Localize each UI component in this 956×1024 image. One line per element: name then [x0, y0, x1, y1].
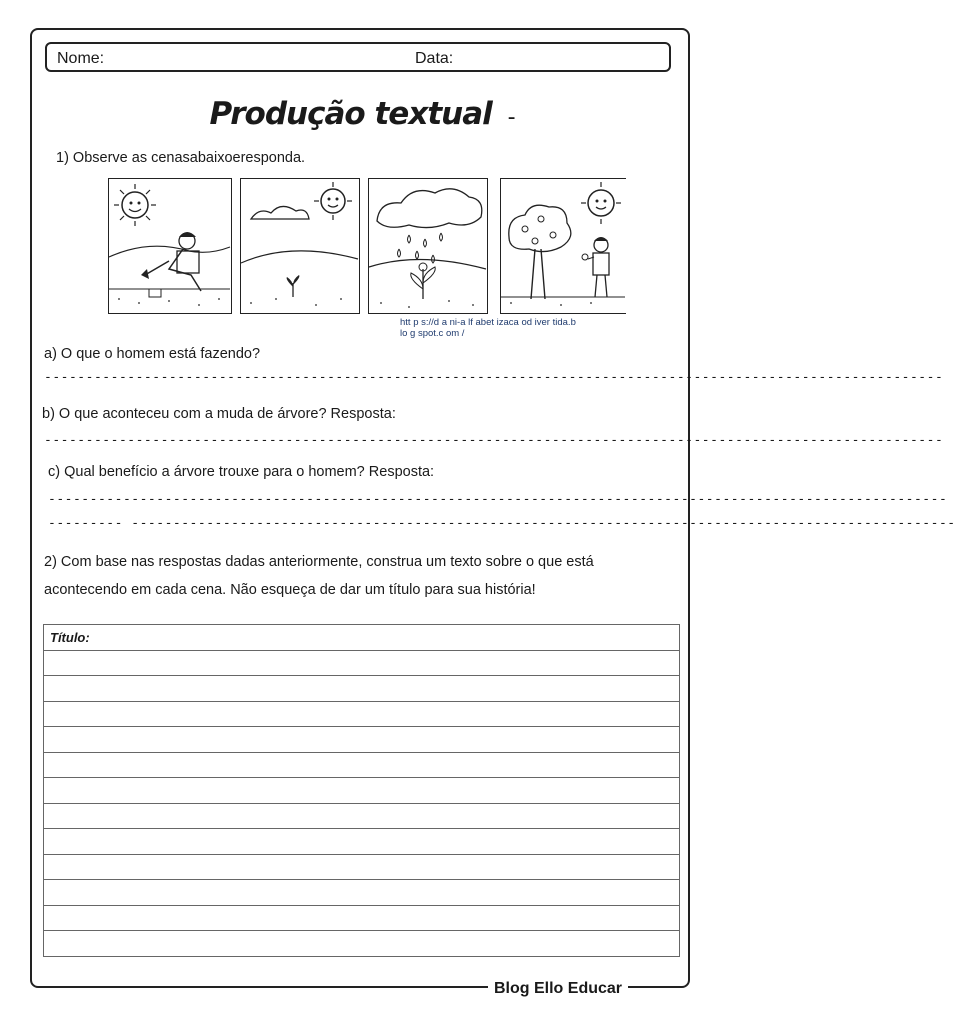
question-b: b) O que aconteceu com a muda de árvore? Resposta: — [42, 406, 396, 422]
answer-line-b[interactable]: ------------------------------------------------------------------------------------------------------------ — [44, 433, 944, 448]
table-row[interactable] — [44, 625, 680, 651]
image-credit-line-1: htt p s://d a ni-a lf abet izaca od iver tida.b — [400, 317, 576, 328]
name-date-box — [45, 42, 671, 72]
table-row[interactable] — [44, 676, 680, 702]
table-row[interactable] — [44, 880, 680, 906]
question-2-line-1: 2) Com base nas respostas dadas anteriormente, construa um texto sobre o que está — [44, 554, 594, 570]
table-row[interactable] — [44, 931, 680, 957]
question-1: 1) Observe as cenasabaixoeresponda. — [56, 150, 306, 166]
table-row[interactable] — [44, 727, 680, 753]
title-text: Produção textual — [209, 96, 492, 132]
footer — [0, 980, 724, 1000]
scene-illustrations — [108, 178, 626, 316]
rain-drawing — [369, 179, 486, 312]
answer-line-c2[interactable]: --------- --------------------------------------------------------------------------------------------------- — [48, 516, 956, 531]
answer-line-a[interactable]: ------------------------------------------------------------------------------------------------------------ — [44, 370, 944, 385]
image-credit-line-2: lo g spot.c om / — [400, 328, 465, 339]
table-row[interactable] — [44, 778, 680, 804]
writing-table — [43, 624, 680, 957]
scene-sprout — [240, 178, 360, 314]
table-row[interactable] — [44, 803, 680, 829]
footer-brand: Blog Ello Educar — [488, 980, 628, 998]
scene-planting — [108, 178, 232, 314]
table-row[interactable] — [44, 854, 680, 880]
image-credit — [400, 317, 630, 339]
table-row[interactable] — [44, 650, 680, 676]
name-label: Nome: — [57, 50, 105, 67]
table-row[interactable] — [44, 829, 680, 855]
question-2 — [44, 548, 694, 604]
answer-line-c1[interactable]: ------------------------------------------------------------------------------------------------------------ — [48, 492, 948, 507]
question-a: a) O que o homem está fazendo? — [44, 346, 261, 362]
table-row[interactable] — [44, 905, 680, 931]
scene-tree — [500, 178, 626, 314]
question-2-line-2: acontecendo em cada cena. Não esqueça de dar um título para sua história! — [44, 582, 536, 598]
page-title — [0, 96, 724, 132]
question-c: c) Qual benefício a árvore trouxe para o homem? Resposta: — [48, 464, 435, 480]
scene-rain — [368, 178, 488, 314]
table-row[interactable] — [44, 752, 680, 778]
title-suffix: - — [507, 105, 515, 130]
tree-drawing — [501, 179, 625, 312]
sprout-drawing — [241, 179, 358, 312]
date-label: Data: — [415, 50, 454, 67]
table-row[interactable] — [44, 701, 680, 727]
man-planting-drawing — [109, 179, 230, 312]
title-field-label: Título: — [50, 629, 90, 645]
